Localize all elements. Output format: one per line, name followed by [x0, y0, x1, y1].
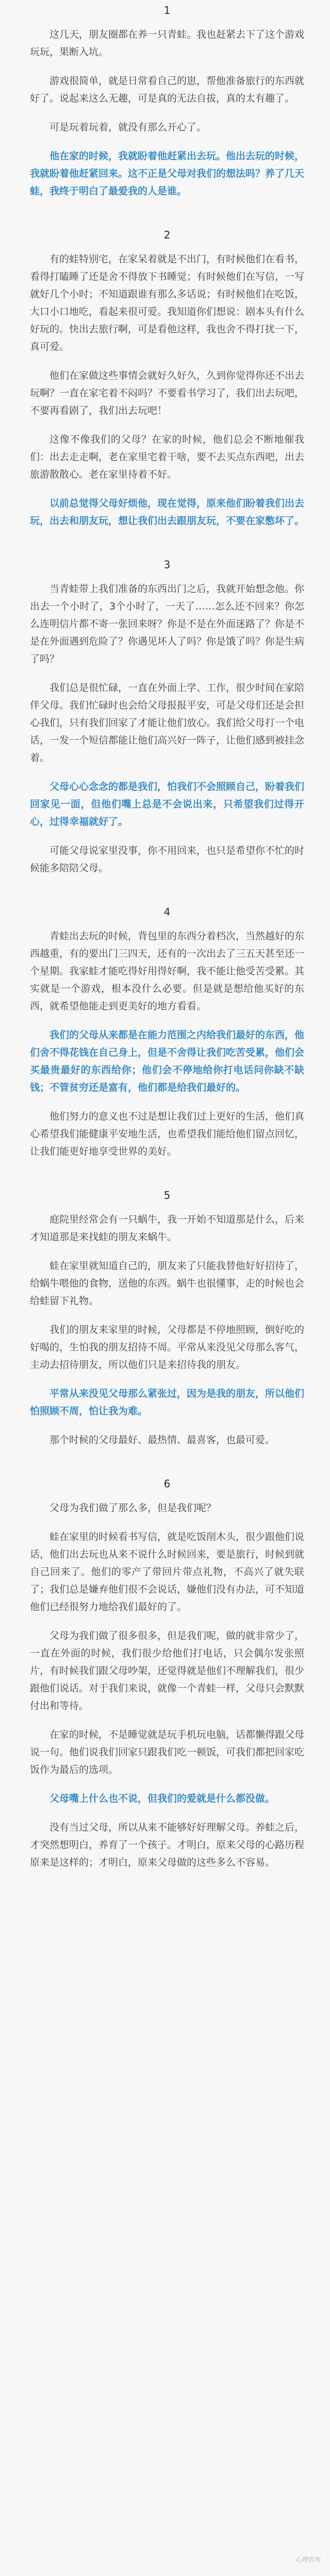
paragraph: 他们在家做这些事情会就好久好久，久到你觉得你还不出去玩啊？一直在家宅着不闷吗？不要看书学习了，我们出去玩吧，不要再看剧了，我们出去玩吧！	[30, 370, 305, 416]
section-number: 6	[163, 1478, 171, 1490]
paragraph: 没有当过父母，所以从来不能够好好理解父母。养蛙之后，才突然想明白，养育了一个孩子。才明白，原来父母的心路历程原来是这样的；才明白，原来父母做的这些多么不容易。	[30, 1822, 305, 1868]
paragraph: 他们努力的意义也不过是想让我们过上更好的生活，他们真心希望我们能健康平安地生活，也希望我们能给他们留点回忆，让我们能更好地享受世界的美好。	[30, 1111, 305, 1157]
paragraph: 蛙在家里就知道自己的，朋友来了只能我替他好好招待了，给蜗牛喂他的食物，送他的东西。蜗牛也很懂事，走的时候也会给蛙留下礼物。	[30, 1260, 305, 1307]
section-number: 5	[163, 1189, 171, 1201]
section-6	[30, 1478, 304, 1871]
highlight-paragraph: 以前总觉得父母好烦他，现在觉得，原来他们盼着我们出去玩，出去和朋友玩，想让我们出去跟朋友玩，不要在家憋坏了。	[30, 498, 305, 527]
paragraph: 庭院里经常会有一只蜗牛，我一开始不知道那是什么，后来才知道那是来找蛙的朋友来蜗牛。	[30, 1214, 305, 1243]
paragraph: 可是玩着玩着，就没有那么开心了。	[50, 122, 207, 133]
paragraph: 这几天，朋友圈都在养一只青蛙。我也赶紧去下了这个游戏玩玩，果断入坑。	[30, 29, 305, 58]
paragraph: 当青蛙带上我们准备的东西出门之后，我就开始想念他。你出去一个小时了，3个小时了，一天了……怎么还不回来？你怎么连明信片都不寄一张回来呀？你是不是在外面迷路了？你是不是在外面遇到危险了？你遇见坏人了吗？你是饿了吗？你是生病了吗？	[30, 583, 305, 665]
paragraph: 父母为我们做了那么多，但是我们呢？	[50, 1502, 217, 1514]
highlight-paragraph: 他在家的时候，我就盼着他赶紧出去玩。他出去玩的时候，我就盼着他赶紧回来。这不正是父母对我们的想法吗？养了几天蛙，我终于明白了最爱我的人是谁。	[30, 150, 305, 197]
section-3	[30, 558, 304, 877]
section-number: 4	[163, 906, 171, 918]
highlight-paragraph: 我们的父母从来都是在能力范围之内给我们最好的东西，他们舍不得花钱在自己身上，但是不舍得让我们吃苦受累，他们会买最贵最好的东西给你；他们会不停地给你打电话问你缺不缺钱；不管贫穷还是富有，他们都是给我们最好的。	[30, 1029, 305, 1093]
section-2	[30, 229, 304, 530]
paragraph: 我们总是很忙碌，一直在外面上学、工作，很少时间在家陪伴父母。我们忙碌时也会给父母报报平安，可是父母们还是会担心我们，只有我们回家了才能让他们放心。我们给父母打一个电话，一发一个短信都能让他们高兴好一阵子，让他们感到被挂念着。	[30, 682, 305, 764]
section-1	[30, 4, 304, 200]
section-number: 1	[163, 4, 171, 16]
paragraph: 我们的朋友来家里的时候，父母都是不停地照顾，倒好吃的好喝的，生怕我的朋友招待不周。平常从来没见父母那么客气，主动去招待朋友，所以他们只是来招待我的朋友。	[30, 1324, 305, 1370]
paragraph: 有的蛙特别宅，在家呆着就是不出门，有时候他们在看书，看得打瞌睡了还是舍不得放下书睡觉；有时候他们在写信，一写就好几个小时；不知道跟谁有那么多话说；有时候他们在吃饭，大口小口地吃，看起来很可爱。我知道你们想说：剧本头有什么好玩的。快出去旅行啊，可是看他这样，我也舍不得打扰一下，真可爱。	[30, 253, 305, 352]
paragraph: 游戏很简单，就是日常看自己的崽，帮他准备旅行的东西就好了。说起来这么无趣，可是真的无法自拔，真的太有趣了。	[30, 75, 305, 104]
highlight-paragraph: 父母心心念念的都是我们，怕我们不会照顾自己，盼着我们回家见一面，但他们嘴上总是不会说出来，只希望我们过得开心，过得幸福就好了。	[30, 781, 305, 827]
paragraph: 父母为我们做了很多很多，但是我们呢，做的就非常少了，一直在外面的时候，我们很少给他们打电话，只会偶尔发张照片，有时候我们跟父母吵架，还觉得就是他们不理解我们，很少跟他们说话。对于我们来说，就像一个青蛙一样，父母只会默默付出和等待。	[30, 1630, 305, 1711]
paragraph: 在家的时候，不是睡觉就是玩手机玩电脑，话都懒得跟父母说一句。他们说我们回家只跟我们吃一顿饭，可我们都把回家吃饭作为最后的选项。	[30, 1729, 305, 1775]
paragraph: 青蛙出去玩的时候，背包里的东西分着档次，当然越好的东西越重，有的要出门三四天，还有的一次出去了三五天甚至还一个星期。我家蛙才能吃得好用得好啊，我不能让他受苦受累。其实就是一个游戏，根本没什么必要。但是就是想给他买好的东西，就希望他能走到更美好的地方看看。	[30, 930, 305, 1012]
section-number: 3	[163, 558, 171, 571]
watermark: 心理咨询	[295, 2556, 321, 2563]
paragraph: 可能父母说家里没事，你不用回来，也只是希望你不忙的时候能多陪陪父母。	[30, 845, 305, 874]
section-5	[30, 1189, 304, 1449]
paragraph: 那个时候的父母最好、最热情、最喜客，也最可爱。	[50, 1434, 275, 1446]
section-number: 2	[163, 229, 171, 241]
highlight-paragraph: 平常从来没见父母那么紧张过，因为是我的朋友，所以他们怕照顾不周，怕让我为难。	[30, 1388, 305, 1417]
paragraph: 这像不像我们的父母？在家的时候，他们总会不断地催我们：出去走走啊，老在家里宅着干啥，要不去买点东西吧，出去旅游散散心。老在家里待着不好。	[30, 434, 305, 480]
section-4	[30, 906, 304, 1160]
highlight-paragraph: 父母嘴上什么也不说，但我们的爱就是什么都没做。	[50, 1793, 275, 1804]
paragraph: 蛙在家里的时候看书写信，就是吃饭削木头，很少跟他们说话，他们出去玩也从来不说什么时候回来，要是旅行，时候到就自己回来了。他们的零产了带回片带点礼物，不高兴了就失联了；我们总是嫌弃他们很不会说话，嫌他们没有办法，可不知道他们已经很努力地给我们最好的了。	[30, 1531, 305, 1613]
